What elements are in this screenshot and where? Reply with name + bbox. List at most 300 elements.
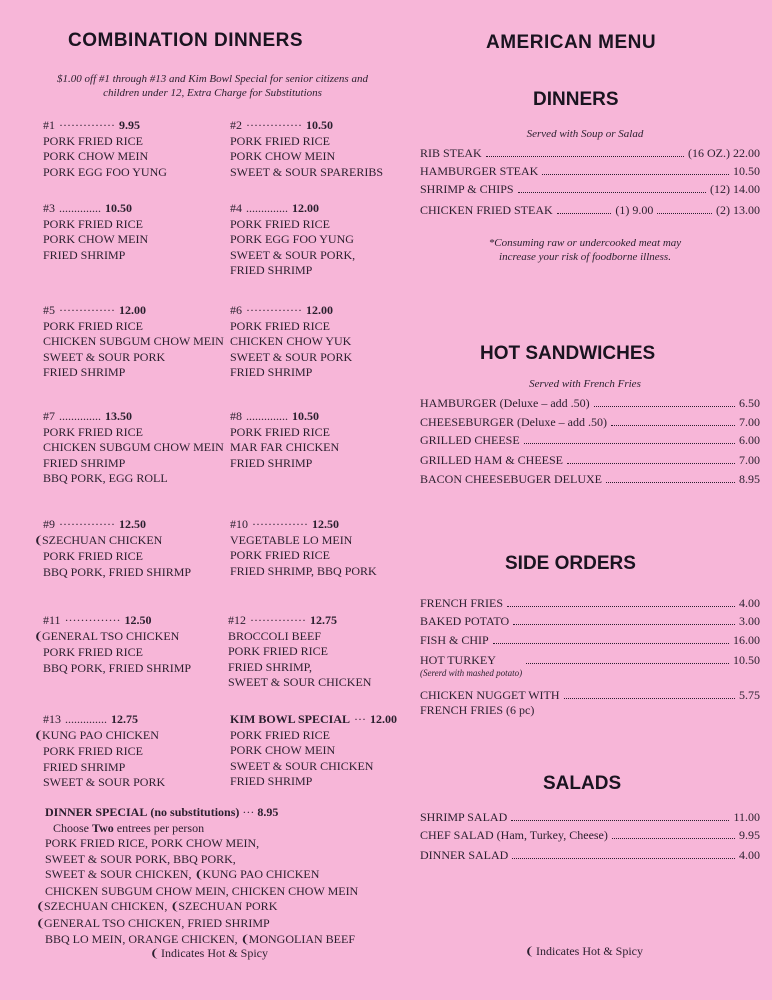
dinner-special-options bbox=[36, 836, 359, 949]
combo-item-text: PORK CHOW MEIN bbox=[230, 149, 336, 163]
leader-dots bbox=[567, 463, 735, 464]
combo-dots: .............. bbox=[246, 201, 288, 215]
combo-price: 12.50 bbox=[124, 613, 152, 627]
combo-dots: ·············· bbox=[246, 303, 302, 317]
combo-item-text: PORK FRIED RICE bbox=[230, 548, 331, 562]
combo-item-text: BROCCOLI BEEF bbox=[228, 628, 322, 643]
combo-item-text: FRIED SHRIMP bbox=[230, 774, 313, 788]
combo-number: #11 bbox=[43, 613, 61, 627]
combo-item bbox=[230, 263, 355, 279]
salad-name-wrap bbox=[420, 848, 508, 863]
dinner-row bbox=[420, 182, 760, 197]
combo-4 bbox=[230, 201, 355, 279]
dinner-row bbox=[420, 164, 760, 179]
combo-item bbox=[43, 425, 224, 441]
leader-dots bbox=[612, 838, 735, 839]
combo-number: #1 bbox=[43, 118, 55, 132]
combo-item bbox=[43, 440, 224, 456]
combo-price: 9.95 bbox=[118, 118, 140, 132]
combo-item-text: PORK FRIED RICE bbox=[43, 216, 144, 231]
combo-price: 12.00 bbox=[292, 201, 319, 215]
combo-item bbox=[228, 629, 371, 645]
combo-item bbox=[43, 149, 167, 165]
combo-item-text: KUNG PAO CHICKEN bbox=[42, 727, 159, 742]
leader-dots bbox=[542, 174, 729, 175]
side-name-wrap bbox=[420, 688, 560, 718]
sandwich-row bbox=[420, 415, 760, 430]
salad-price: 4.00 bbox=[739, 848, 760, 862]
combo-dots: .............. bbox=[65, 712, 107, 726]
leader-dots bbox=[526, 663, 729, 664]
combo-item-text: PORK FRIED RICE bbox=[43, 744, 144, 758]
combo-dots: ·············· bbox=[246, 118, 302, 132]
combo-item bbox=[230, 319, 352, 335]
dinner-name-wrap bbox=[420, 164, 538, 179]
dinner-special-dots: ··· bbox=[242, 805, 255, 819]
hot-spicy-legend-left bbox=[150, 946, 268, 961]
sandwich-name: BACON CHEESEBUGER DELUXE bbox=[420, 472, 602, 486]
special-option-text: SWEET & SOUR CHICKEN, bbox=[45, 867, 195, 881]
combo-item-text: FRIED SHRIMP bbox=[43, 247, 126, 262]
combo-item bbox=[230, 774, 397, 790]
combo-price: 10.50 bbox=[292, 409, 319, 423]
dinner-price: 10.50 bbox=[733, 164, 760, 178]
special-option-line bbox=[36, 916, 358, 933]
combo-14 bbox=[230, 712, 397, 790]
side-name-wrap bbox=[420, 596, 503, 611]
combo-item-text: PORK EGG FOO YUNG bbox=[230, 232, 354, 246]
combo-header bbox=[43, 517, 191, 533]
side-name: FRENCH FRIES bbox=[420, 596, 504, 610]
combo-item bbox=[43, 565, 191, 581]
choose-text-bold: Two bbox=[92, 820, 114, 835]
combo-item bbox=[43, 248, 148, 264]
combo-6 bbox=[230, 303, 352, 381]
combo-item-text: BBQ PORK, EGG ROLL bbox=[43, 471, 168, 485]
combo-number: #6 bbox=[230, 303, 242, 317]
combo-item-text: CHICKEN CHOW YUK bbox=[230, 334, 352, 348]
salads-title: SALADS bbox=[543, 773, 622, 794]
dinner-price: (16 OZ.) 22.00 bbox=[688, 146, 760, 160]
combo-header bbox=[43, 201, 148, 217]
special-option-text-spicy: SZECHUAN PORK bbox=[178, 899, 278, 913]
sandwich-row bbox=[420, 396, 760, 411]
chili-pepper-icon: ❨ bbox=[194, 869, 204, 881]
leader-dots bbox=[524, 443, 735, 444]
combo-price: 12.00 bbox=[370, 712, 398, 726]
combo-5 bbox=[43, 303, 224, 381]
foodborne-warning: *Consuming raw or undercooked meat may increase your risk of foodborne illness. bbox=[488, 237, 682, 263]
combo-item-text: PORK FRIED RICE bbox=[230, 727, 331, 742]
side-name: HOT TURKEY bbox=[420, 653, 496, 667]
combo-item-text: SZECHUAN CHICKEN bbox=[42, 532, 163, 547]
dinner-special-price: 8.95 bbox=[257, 805, 279, 819]
combo-item bbox=[43, 334, 224, 350]
leader-dots bbox=[564, 698, 735, 699]
legend-text: Indicates Hot & Spicy bbox=[161, 946, 268, 960]
combo-3 bbox=[43, 201, 148, 263]
combo-item bbox=[43, 549, 191, 565]
combo-price: 13.50 bbox=[105, 409, 132, 423]
choose-text-pre: Choose bbox=[53, 820, 92, 835]
hot-sandwiches-title: HOT SANDWICHES bbox=[480, 343, 656, 364]
combo-header bbox=[230, 409, 339, 425]
special-option-line bbox=[45, 884, 358, 900]
combo-item-text: FRIED SHRIMP bbox=[43, 455, 126, 470]
combo-item bbox=[34, 728, 165, 745]
combo-item bbox=[34, 629, 191, 646]
side-price: 5.75 bbox=[739, 688, 760, 702]
combo-7 bbox=[43, 409, 224, 487]
american-menu-title: AMERICAN MENU bbox=[486, 32, 657, 53]
combo-number: #10 bbox=[230, 517, 248, 531]
dinner-special-qualifier: (no substitutions) bbox=[150, 805, 240, 819]
combo-12 bbox=[228, 613, 371, 691]
leader-dots bbox=[557, 213, 612, 214]
special-option-text-spicy: KUNG PAO CHICKEN bbox=[202, 867, 320, 881]
combo-number: #9 bbox=[43, 517, 55, 531]
combo-item-text: MAR FAR CHICKEN bbox=[230, 440, 340, 454]
salad-row bbox=[420, 828, 760, 843]
salad-row bbox=[420, 810, 760, 825]
combo-item bbox=[43, 365, 224, 381]
combo-item-text: PORK FRIED RICE bbox=[230, 318, 331, 333]
sandwich-name: GRILLED HAM & CHEESE bbox=[420, 453, 563, 467]
combo-item bbox=[43, 165, 167, 181]
combo-item bbox=[230, 759, 397, 775]
combo-header bbox=[43, 613, 191, 629]
combo-price: 12.75 bbox=[309, 613, 337, 627]
combo-item bbox=[230, 425, 339, 441]
salad-name-wrap bbox=[420, 828, 608, 843]
combo-header bbox=[230, 118, 383, 134]
combo-number: #8 bbox=[230, 409, 242, 423]
combo-dots: ··· bbox=[354, 712, 367, 726]
dinner-special-title: DINNER SPECIAL bbox=[45, 805, 148, 819]
leader-dots bbox=[513, 624, 735, 625]
combo-item bbox=[43, 645, 191, 661]
sandwich-price: 6.00 bbox=[739, 433, 760, 447]
salad-name-wrap bbox=[420, 810, 507, 825]
combo-item bbox=[43, 217, 148, 233]
combo-item-text: PORK FRIED RICE bbox=[43, 318, 144, 333]
dinner-price: (12) 14.00 bbox=[710, 182, 760, 196]
dinner-row bbox=[420, 203, 760, 218]
combo-item bbox=[230, 217, 355, 233]
combo-item-text: FRIED SHRIMP bbox=[230, 263, 313, 277]
combo-8 bbox=[230, 409, 339, 471]
special-option-text: SZECHUAN CHICKEN, bbox=[44, 899, 171, 913]
combo-item-text: BBQ PORK, FRIED SHIRMP bbox=[43, 564, 192, 579]
combo-item bbox=[43, 744, 165, 760]
combo-item-text: FRIED SHRIMP, BBQ PORK bbox=[230, 563, 377, 578]
special-option-text: GENERAL TSO CHICKEN, FRIED SHRIMP bbox=[44, 915, 270, 930]
combo-dots: ·············· bbox=[252, 517, 308, 531]
special-option-text: PORK FRIED RICE, PORK CHOW MEIN, bbox=[45, 836, 260, 850]
combo-header bbox=[43, 303, 224, 319]
side-orders-title: SIDE ORDERS bbox=[505, 553, 636, 574]
combo-item bbox=[230, 456, 339, 472]
side-price: 16.00 bbox=[733, 633, 760, 647]
salad-price: 9.95 bbox=[739, 828, 760, 842]
chili-pepper-icon: ❨ bbox=[170, 901, 180, 913]
chili-pepper-icon: ❨ bbox=[34, 729, 44, 742]
choose-text-post: entrees per person bbox=[113, 820, 205, 835]
combo-price: 12.00 bbox=[118, 303, 146, 317]
combo-item bbox=[43, 134, 167, 150]
combo-dots: .............. bbox=[59, 409, 101, 423]
combo-header bbox=[230, 517, 377, 533]
dinners-title: DINNERS bbox=[533, 89, 619, 110]
combo-header bbox=[230, 303, 352, 319]
leader-dots bbox=[486, 156, 684, 157]
combo-dots: ·············· bbox=[64, 613, 121, 627]
combo-item-text: PORK FRIED RICE bbox=[43, 645, 144, 659]
combo-10 bbox=[230, 517, 377, 579]
combo-2 bbox=[230, 118, 383, 180]
chili-pepper-icon: ❨ bbox=[36, 901, 46, 913]
combo-header bbox=[230, 201, 355, 217]
salad-name: SHRIMP SALAD bbox=[420, 810, 508, 824]
combo-item bbox=[43, 471, 224, 487]
combo-price: 12.50 bbox=[311, 517, 339, 531]
side-row bbox=[420, 614, 760, 629]
sandwiches-note: Served with French Fries bbox=[529, 378, 641, 390]
combo-item bbox=[43, 661, 191, 677]
combination-dinners-title: COMBINATION DINNERS bbox=[68, 30, 304, 51]
combo-item-text: SWEET & SOUR SPARERIBS bbox=[230, 164, 384, 179]
combo-item bbox=[230, 728, 397, 744]
special-option-text: SWEET & SOUR PORK, BBQ PORK, bbox=[45, 851, 236, 866]
sandwich-row bbox=[420, 453, 760, 468]
sandwich-name-wrap bbox=[420, 415, 607, 430]
combo-13 bbox=[34, 712, 166, 791]
combo-item-text: PORK CHOW MEIN bbox=[230, 743, 336, 757]
combo-dots: ·············· bbox=[59, 303, 115, 317]
special-option-line bbox=[45, 836, 358, 852]
combo-9 bbox=[34, 517, 192, 580]
combo-1 bbox=[43, 118, 167, 180]
side-name: FISH & CHIP bbox=[420, 633, 489, 647]
leader-dots bbox=[657, 213, 712, 214]
dinner-price-2: (2) 13.00 bbox=[716, 203, 761, 217]
combo-number: #5 bbox=[43, 303, 55, 317]
combo-item-text: FRIED SHRIMP bbox=[230, 365, 313, 379]
dinner-name-wrap bbox=[420, 203, 553, 218]
combo-item-text: SWEET & SOUR PORK bbox=[230, 349, 353, 364]
combo-item-text: VEGETABLE LO MEIN bbox=[230, 532, 353, 547]
sandwich-row bbox=[420, 472, 760, 487]
side-name-line2: FRENCH FRIES (6 pc) bbox=[420, 703, 535, 717]
combo-item bbox=[34, 533, 191, 550]
combo-item-text: PORK FRIED RICE bbox=[43, 549, 144, 563]
leader-dots bbox=[507, 606, 735, 607]
leader-dots bbox=[611, 425, 735, 426]
special-option-line bbox=[45, 867, 358, 884]
combo-item bbox=[230, 440, 339, 456]
combo-item bbox=[43, 456, 224, 472]
combo-dots: ·············· bbox=[59, 118, 115, 132]
combo-item-text: FRIED SHRIMP bbox=[230, 455, 313, 470]
chili-pepper-icon: ❨ bbox=[36, 917, 46, 930]
combo-item bbox=[230, 232, 355, 248]
combo-item bbox=[230, 149, 383, 165]
side-subnote: (Sererd with mashed potato) bbox=[420, 668, 523, 678]
combo-item-text: FRIED SHRIMP, bbox=[228, 659, 313, 674]
leader-dots bbox=[594, 406, 735, 407]
chili-pepper-icon: ❨ bbox=[240, 934, 250, 946]
combo-11 bbox=[34, 613, 192, 676]
side-name: CHICKEN NUGGET WITH bbox=[420, 688, 560, 702]
combo-item-text: BBQ PORK, FRIED SHRIMP bbox=[43, 660, 192, 675]
hot-spicy-legend-right bbox=[525, 944, 643, 959]
combo-item bbox=[230, 334, 352, 350]
combo-item-text: PORK FRIED RICE bbox=[43, 424, 144, 439]
combo-item bbox=[230, 564, 377, 580]
combo-item bbox=[230, 165, 383, 181]
side-row bbox=[420, 596, 760, 611]
combo-item-text: GENERAL TSO CHICKEN bbox=[42, 628, 180, 643]
combo-price: 12.50 bbox=[118, 517, 146, 531]
side-row bbox=[420, 688, 760, 718]
dinner-name: CHICKEN FRIED STEAK bbox=[420, 203, 553, 217]
dinner-name: RIB STEAK bbox=[420, 146, 482, 160]
sandwich-row bbox=[420, 433, 760, 448]
dinner-row bbox=[420, 146, 760, 161]
combo-item-text: PORK EGG FOO YUNG bbox=[43, 164, 167, 179]
chili-pepper-icon: ❨ bbox=[150, 948, 160, 960]
sandwich-price: 8.95 bbox=[739, 472, 760, 486]
combo-item bbox=[228, 644, 371, 660]
combo-item-text: FRIED SHRIMP bbox=[43, 759, 126, 774]
combo-item-text: CHICKEN SUBGUM CHOW MEIN bbox=[43, 440, 224, 454]
combo-item bbox=[230, 548, 377, 564]
sandwich-name: GRILLED CHEESE bbox=[420, 433, 520, 447]
combo-item-text: PORK CHOW MEIN bbox=[43, 232, 149, 246]
combo-price: 10.50 bbox=[305, 118, 333, 132]
sandwich-name-wrap bbox=[420, 453, 563, 468]
special-option-text: BBQ LO MEIN, ORANGE CHICKEN, bbox=[45, 932, 241, 946]
chili-pepper-icon: ❨ bbox=[34, 630, 44, 643]
sandwich-name-wrap bbox=[420, 433, 520, 448]
side-price: 4.00 bbox=[739, 596, 760, 610]
combo-item-text: CHICKEN SUBGUM CHOW MEIN bbox=[43, 334, 224, 348]
combo-item bbox=[43, 350, 224, 366]
leader-dots bbox=[512, 858, 735, 859]
side-price: 3.00 bbox=[739, 614, 760, 628]
combo-item bbox=[43, 232, 148, 248]
combo-header bbox=[228, 613, 371, 629]
dinner-name-wrap bbox=[420, 146, 482, 161]
combo-header bbox=[43, 118, 167, 134]
combo-dots: .............. bbox=[59, 201, 101, 215]
combo-item bbox=[43, 319, 224, 335]
combo-item bbox=[228, 675, 371, 691]
legend-text: Indicates Hot & Spicy bbox=[536, 944, 643, 958]
side-name-wrap bbox=[420, 633, 489, 648]
combo-item-text: PORK FRIED RICE bbox=[228, 644, 329, 658]
combo-header bbox=[230, 712, 397, 728]
senior-discount-note: $1.00 off #1 through #13 and Kim Bowl Special for senior citizens and children under 12, Extra Charge for Substitutions bbox=[57, 73, 368, 99]
chili-pepper-icon: ❨ bbox=[34, 534, 44, 547]
special-option-line bbox=[36, 899, 358, 916]
combo-item bbox=[230, 134, 383, 150]
sandwich-name-wrap bbox=[420, 396, 590, 411]
american-menu-column bbox=[410, 0, 772, 1000]
combo-dots: .............. bbox=[246, 409, 288, 423]
combo-item bbox=[43, 760, 165, 776]
salad-name: DINNER SALAD bbox=[420, 848, 509, 862]
side-name: BAKED POTATO bbox=[420, 614, 510, 628]
combo-number: KIM BOWL SPECIAL bbox=[230, 712, 351, 726]
sandwich-name: CHEESEBURGER (Deluxe – add .50) bbox=[420, 415, 607, 429]
side-price: 10.50 bbox=[733, 653, 760, 667]
side-row bbox=[420, 633, 760, 648]
special-option-line bbox=[45, 852, 358, 868]
combo-item bbox=[230, 365, 352, 381]
combo-number: #13 bbox=[43, 712, 61, 726]
combo-dots: ·············· bbox=[59, 517, 115, 531]
combo-item-text: SWEET & SOUR CHICKEN bbox=[228, 675, 372, 689]
combo-item-text: SWEET & SOUR CHICKEN bbox=[230, 758, 374, 773]
combo-item-text: SWEET & SOUR PORK bbox=[43, 349, 166, 364]
combo-item bbox=[230, 350, 352, 366]
combo-item-text: SWEET & SOUR PORK, bbox=[230, 247, 356, 262]
combo-item bbox=[230, 248, 355, 264]
combo-price: 12.75 bbox=[111, 712, 138, 726]
combo-item-text: PORK FRIED RICE bbox=[230, 216, 331, 231]
combo-number: #12 bbox=[228, 613, 246, 627]
salad-price: 11.00 bbox=[733, 810, 760, 824]
combo-item-text: SWEET & SOUR PORK bbox=[43, 775, 166, 789]
leader-dots bbox=[493, 643, 729, 644]
combo-item-text: PORK CHOW MEIN bbox=[43, 149, 149, 163]
combo-item bbox=[43, 775, 165, 791]
special-option-text: CHICKEN SUBGUM CHOW MEIN, CHICKEN CHOW MEIN bbox=[45, 883, 359, 898]
combo-item bbox=[228, 660, 371, 676]
combo-dots: ·············· bbox=[250, 613, 306, 627]
combo-item-text: PORK FRIED RICE bbox=[230, 424, 331, 439]
dinner-name: SHRIMP & CHIPS bbox=[420, 182, 514, 196]
chili-pepper-icon: ❨ bbox=[525, 946, 535, 958]
sandwich-name: HAMBURGER (Deluxe – add .50) bbox=[420, 396, 590, 410]
leader-dots bbox=[511, 820, 729, 821]
combo-header bbox=[43, 712, 165, 728]
combo-price: 10.50 bbox=[105, 201, 132, 215]
combo-item bbox=[230, 743, 397, 759]
combo-item bbox=[230, 533, 377, 549]
combo-item-text: FRIED SHRIMP bbox=[43, 365, 126, 379]
sandwich-price: 7.00 bbox=[739, 453, 760, 467]
dinner-price: (1) 9.00 bbox=[615, 203, 654, 217]
combo-price: 12.00 bbox=[305, 303, 333, 317]
combo-number: #7 bbox=[43, 409, 55, 423]
sandwich-price: 6.50 bbox=[739, 396, 760, 410]
salad-name: CHEF SALAD (Ham, Turkey, Cheese) bbox=[420, 828, 608, 842]
sandwich-price: 7.00 bbox=[739, 415, 760, 429]
dinner-special bbox=[36, 805, 359, 949]
combo-header bbox=[43, 409, 224, 425]
dinners-note: Served with Soup or Salad bbox=[526, 128, 644, 140]
dinner-name: HAMBURGER STEAK bbox=[420, 164, 539, 178]
combo-number: #3 bbox=[43, 201, 55, 215]
salad-row bbox=[420, 848, 760, 863]
leader-dots bbox=[606, 482, 735, 483]
combo-number: #2 bbox=[230, 118, 242, 132]
combo-item-text: PORK FRIED RICE bbox=[230, 133, 331, 148]
side-row bbox=[420, 653, 760, 678]
side-name-wrap bbox=[420, 653, 522, 678]
